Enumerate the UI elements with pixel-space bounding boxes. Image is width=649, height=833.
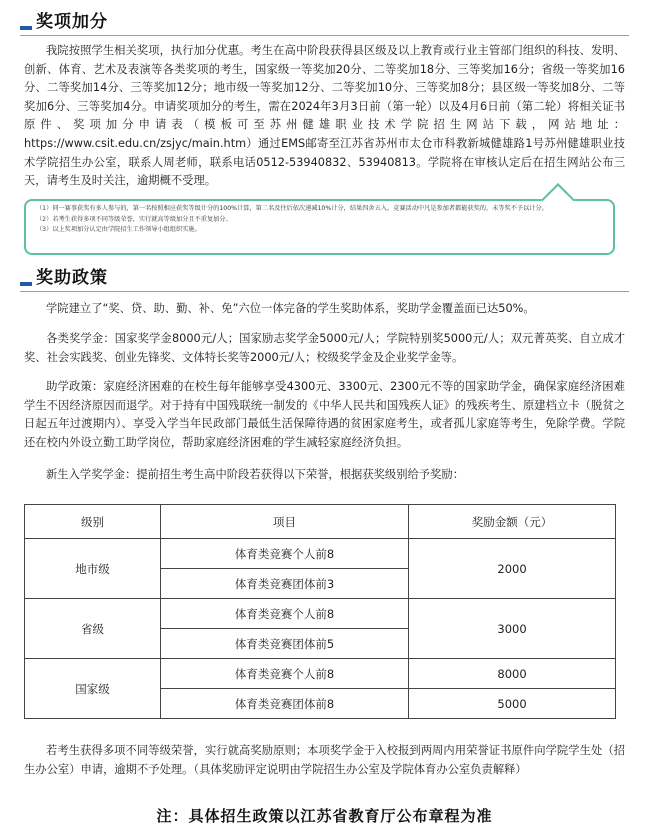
note-item: （2）若考生获得多项不同等级荣誉，实行就高等级加分且不重复加分。 [36, 215, 232, 223]
table-row [25, 599, 616, 629]
section-header-financial-aid [20, 268, 108, 288]
section-title: 奖助政策 [36, 268, 108, 288]
note-item: （3）以上奖项加分认定由学院招生工作领导小组组织实施。 [36, 226, 201, 233]
amount-cell: 3000 [409, 599, 616, 659]
item-cell: 体育类竞赛个人前8 [160, 659, 408, 689]
grant-policy-paragraph: 助学政策：家庭经济困难的在校生每年能够享受4300元、3300元、2300元不等的国家助学金，确保家庭经济困难学生不因经济原因而退学。对于持有中国残联统一制发的《中华人民共和国残疾人证》的残疾考生、原建档立卡（脱贫之日起五年过渡期内）、享受入学当年民政部门最低生活保障待遇的贫困家庭考生，或者孤儿家庭等考生，免除学费。学院还在校内外设立勤工助学岗位，帮助家庭经济困难的学生减轻家庭经济负担。 [24, 380, 625, 449]
header-divider [20, 291, 629, 292]
table-row [25, 539, 616, 569]
section-header-award-bonus [20, 12, 108, 32]
scholarship-rules-paragraph: 若考生获得多项不同等级荣誉，实行就高奖励原则；本项奖学金于入校报到两周内用荣誉证书原件向学院学生处（招生办公室）申请，逾期不予处理。（具体奖励评定说明由学院招生办公室及学院体育办公室负责解释） [24, 744, 625, 776]
header-accent-bar [20, 26, 32, 30]
item-cell: 体育类竞赛个人前8 [160, 539, 408, 569]
level-cell: 省级 [25, 599, 161, 659]
header-accent-bar [20, 282, 32, 286]
aid-system-paragraph: 学院建立了“奖、贷、助、勤、补、免”六位一体完备的学生奖助体系，奖助学金覆盖面已达50%。 [46, 302, 535, 315]
freshman-scholarship-paragraph: 新生入学奖学金：提前招生考生高中阶段若获得以下荣誉，根据获奖级别给予奖励： [46, 468, 464, 481]
level-cell: 国家级 [25, 659, 161, 719]
section-title: 奖项加分 [36, 12, 108, 32]
notes-box [24, 199, 615, 255]
award-bonus-paragraph: 我院按照学生相关奖项，执行加分优惠。考生在高中阶段获得县区级及以上教育或行业主管部门组织的科技、发明、创新、体育、艺术及表演等各类奖项的考生，国家级一等奖加20分、二等奖加18分、三等奖加16分；省级一等奖加16分、二等奖加14分、三等奖加12分；地市级一等奖加12分、二等奖加10分、三等奖加8分；县区级一等奖加8分、二等奖加6分、三等奖加4分。申请奖项加分的考生，需在2024年3月3日前（第一轮）以及4月6日前（第二轮）将相关证书原件、奖项加分申请表（模板可至苏州健雄职业技术学院招生网站下载，网站地址：https://www.csit.edu.cn/zsjyc/main.htm）通过EMS邮寄至江苏省苏州市太仓市科教新城健雄路1号苏州健雄职业技术学院招生办公室，联系人周老师，联系电话0512-53940832、53940813。学院将在审核认定后在招生网站公布三天，请考生及时关注，逾期概不受理。 [24, 44, 625, 188]
amount-cell: 5000 [409, 689, 616, 719]
note-item: （1）同一赛事获奖有多人参与的，第一名按照相应获奖等级计分的100%计算，第二名及往后依次递减10%计分，结果四舍五入。竞赛活动中凡是参加者都能获奖的，未等奖不予以计分。 [36, 205, 548, 212]
item-cell: 体育类竞赛个人前8 [160, 599, 408, 629]
column-header: 奖励金额（元） [409, 505, 616, 539]
table-header-row [25, 505, 616, 539]
level-cell: 地市级 [25, 539, 161, 599]
header-divider [20, 35, 629, 36]
column-header: 项目 [160, 505, 408, 539]
item-cell: 体育类竞赛团体前8 [160, 689, 408, 719]
column-header: 级别 [25, 505, 161, 539]
item-cell: 体育类竞赛团体前3 [160, 569, 408, 599]
scholarship-paragraph: 各类奖学金：国家奖学金8000元/人；国家励志奖学金5000元/人；学院特别奖5000元/人；双元菁英奖、自立成才奖、社会实践奖、创业先锋奖、文体特长奖等2000元/人；校级奖学金及企业奖学金等。 [24, 332, 625, 364]
amount-cell: 2000 [409, 539, 616, 599]
amount-cell: 8000 [409, 659, 616, 689]
award-table [24, 504, 616, 719]
item-cell: 体育类竞赛团体前5 [160, 629, 408, 659]
table-row [25, 659, 616, 689]
footer-note: 注：具体招生政策以江苏省教育厅公布章程为准 [156, 807, 493, 825]
